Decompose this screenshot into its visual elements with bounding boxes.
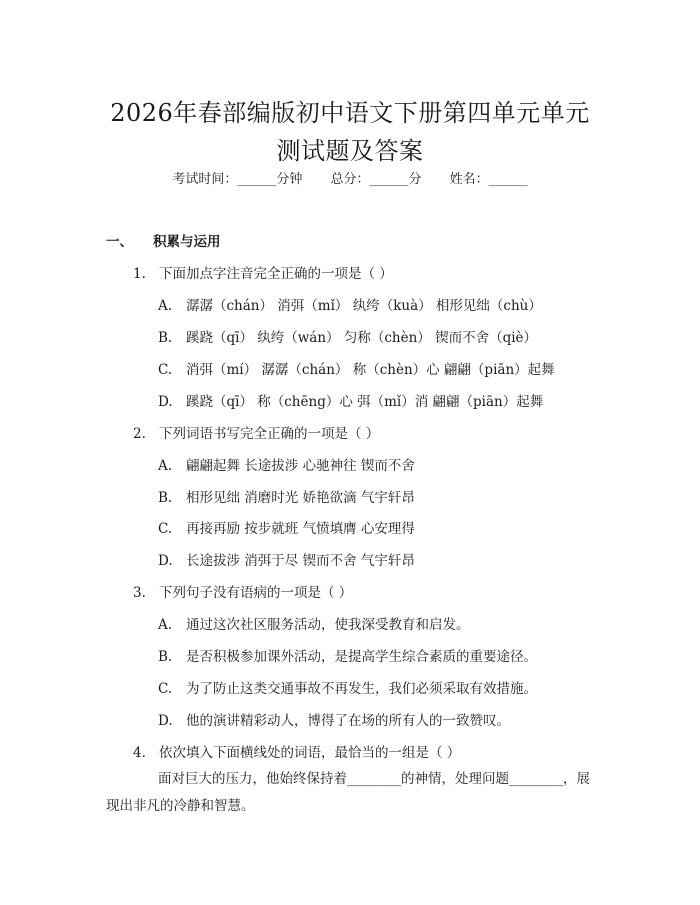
student-name-field: 姓名：______	[449, 172, 528, 187]
question-3-option-d	[158, 709, 510, 729]
option-text: 长途拔涉 消弭于尽 锲而不舍 气宇轩昂	[186, 553, 415, 569]
question-2	[133, 422, 379, 442]
option-text: 他的演讲精彩动人，博得了在场的所有人的一致赞叹。	[186, 713, 510, 729]
option-text: 蹊跷（qī） 称（chēng）心 弭（mǐ）消 翩翩（piān）起舞	[186, 394, 544, 410]
section-heading	[106, 230, 221, 250]
question-1-option-a	[158, 294, 542, 314]
question-2-option-d	[158, 549, 415, 569]
question-1-option-d	[158, 390, 543, 410]
option-text: 消弭（mí） 潺潺（chán） 称（chèn）心 翩翩（piān）起舞	[186, 362, 555, 378]
option-text: 是否积极参加课外活动，是提高学生综合素质的重要途径。	[186, 649, 537, 665]
exam-meta	[0, 168, 700, 187]
section-title: 积累与运用	[153, 234, 221, 250]
question-text: 下列句子没有语病的一项是（ ）	[159, 585, 353, 601]
question-2-option-a	[158, 454, 415, 474]
question-2-option-b	[158, 486, 415, 506]
option-letter: C.	[158, 362, 173, 378]
option-letter: D.	[158, 553, 173, 569]
exam-time-field: 考试时间：______分钟	[172, 172, 303, 187]
option-text: 蹊跷（qī） 纨绔（wán） 匀称（chèn） 锲而不舍（qiè）	[186, 330, 538, 346]
question-2-option-c	[158, 517, 415, 537]
question-number: 2.	[133, 426, 146, 442]
option-letter: A.	[158, 458, 173, 474]
option-letter: A.	[158, 617, 173, 633]
question-3	[133, 581, 352, 601]
question-number: 4.	[133, 745, 146, 761]
option-text: 潺潺（chán） 消弭（mǐ） 纨绔（kuà） 相形见绌（chù）	[186, 298, 542, 314]
option-letter: D.	[158, 713, 173, 729]
option-letter: D.	[158, 394, 173, 410]
question-1-option-c	[158, 358, 555, 378]
question-1-option-b	[158, 326, 537, 346]
section-number: 一、	[106, 234, 133, 250]
option-letter: A.	[158, 298, 173, 314]
question-4	[133, 741, 460, 761]
title-line-1: 2026年春部编版初中语文下册第四单元单元	[110, 99, 590, 128]
question-text: 下面加点字注音完全正确的一项是（ ）	[159, 266, 393, 282]
question-number: 1.	[133, 266, 146, 282]
document-title	[60, 94, 640, 170]
option-letter: B.	[158, 649, 173, 665]
option-letter: C.	[158, 681, 173, 697]
question-text: 依次填入下面横线处的词语，最恰当的一组是（ ）	[159, 745, 461, 761]
question-number: 3.	[133, 585, 146, 601]
question-4-passage: 面对巨大的压力，他始终保持着________的神情，处理问题________，展现出非凡的冷静和智慧。	[106, 771, 590, 814]
question-3-option-b	[158, 645, 537, 665]
question-1	[133, 262, 393, 282]
option-letter: B.	[158, 330, 173, 346]
option-text: 翩翩起舞 长途拔涉 心驰神往 锲而不舍	[186, 458, 415, 474]
option-letter: B.	[158, 490, 173, 506]
option-text: 通过这次社区服务活动，使我深受教育和启发。	[186, 617, 470, 633]
question-3-option-c	[158, 677, 537, 697]
question-text: 下列词语书写完全正确的一项是（ ）	[159, 426, 380, 442]
option-letter: C.	[158, 521, 173, 537]
option-text: 为了防止这类交通事故不再发生，我们必须采取有效措施。	[186, 681, 537, 697]
option-text: 相形见绌 消磨时光 娇艳欲滴 气宇轩昂	[186, 490, 415, 506]
total-score-field: 总分：______分	[330, 172, 422, 187]
question-3-option-a	[158, 613, 470, 633]
option-text: 再接再励 按步就班 气愤填膺 心安理得	[186, 521, 415, 537]
title-line-2: 测试题及答案	[276, 137, 424, 166]
